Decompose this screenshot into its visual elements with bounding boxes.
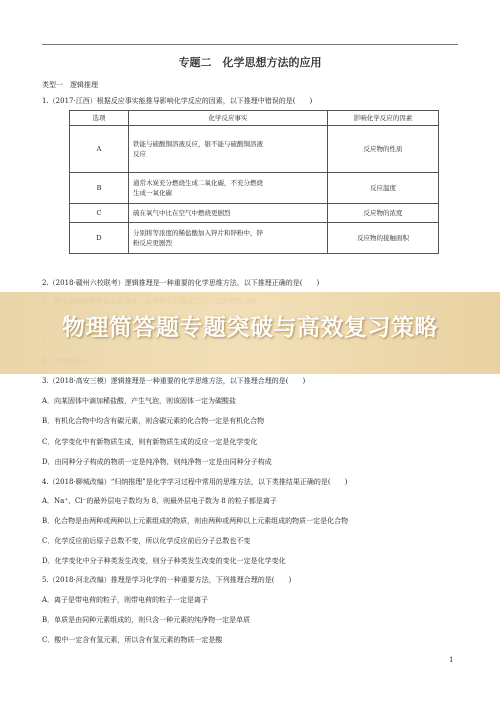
question-5-stem: 5.（2018·河北改编）推理是学习化学的一种重要方法，下列推理合理的是( ) — [42, 576, 292, 584]
question-4-stem: 4.（2018·聊城改编）“归纳推理”是化学学习过程中常用的思维方法，以下类推结果正确的是( ) — [42, 478, 348, 486]
fact-line: 通常木炭充分燃烧生成二氧化碳，不充分燃烧 — [133, 179, 263, 187]
question-5-option-c: C．酸中一定含有氢元素，所以含有氢元素的物质一定是酸 — [42, 636, 223, 644]
banner-title: 物理简答题专题突破与高效复习策略 — [62, 315, 438, 341]
question-4-option-c: C．化学反应前后原子总数不变，所以化学反应前后分子总数也不变 — [42, 537, 251, 545]
question-4-option-d: D．化学变化中分子种类发生改变，则分子种类发生改变的变化一定是化学变化 — [42, 557, 286, 565]
table-row — [70, 223, 439, 254]
section-heading: 类型一 逻辑推理 — [42, 81, 98, 89]
table-cell-option: B — [70, 173, 129, 204]
table-header-cell: 化学反应事实 — [129, 111, 328, 126]
question-3-option-c: C．化学变化中有新物质生成，则有新物质生成的反应一定是化学变化 — [42, 438, 258, 446]
fact-line: 生成一氧化碳 — [133, 189, 172, 197]
question-3-option-b: B．有机化合物中均含有碳元素，则含碳元素的化合物一定是有机化合物 — [42, 417, 265, 425]
table-header-row — [70, 111, 439, 126]
table-row — [70, 126, 439, 173]
question-3-stem: 3.（2018·高安三模）逻辑推理是一种重要的化学思维方法，以下推理合理的是( ) — [42, 377, 306, 385]
table-cell-fact: 硫在氧气中比在空气中燃烧更剧烈 — [129, 204, 328, 223]
question-4-option-a: A．Na⁺、Cl⁻的最外层电子数均为 8，则最外层电子数为 8 的粒子都是离子 — [42, 497, 277, 505]
fact-line: 分别将等浓度的稀盐酸加入锌片和锌粉中，锌 — [133, 229, 263, 237]
page-number: 1 — [449, 656, 454, 664]
header-rule — [42, 44, 458, 45]
table-cell-option: A — [70, 126, 129, 173]
table-cell-factor: 反应物的浓度 — [328, 204, 439, 223]
table-cell-option: D — [70, 223, 129, 254]
question-5-option-b: B．单质是由同种元素组成的，则只含一种元素的纯净物一定是单质 — [42, 616, 251, 624]
question-1-table — [69, 110, 439, 254]
table-cell-fact — [129, 223, 328, 254]
question-2-stem: 2.（2018·赣州六校联考）逻辑推理是一种重要的化学思维方法，以下推理正确的是( ) — [42, 279, 320, 287]
table-header-cell: 影响化学反应的因素 — [328, 111, 439, 126]
table-cell-factor: 反应温度 — [328, 173, 439, 204]
table-cell-factor: 反应物的性质 — [328, 126, 439, 173]
table-row — [70, 173, 439, 204]
question-5-option-a: A．离子是带电荷的粒子，则带电荷的粒子一定是离子 — [42, 596, 209, 604]
fact-line: 铁能与硫酸铜溶液反应，银不能与硫酸铜溶液 — [133, 140, 263, 148]
fact-line: 反应 — [133, 150, 146, 158]
question-1-stem: 1.（2017·江西）根据反应事实能推导影响化学反应的因素，以下推理中错误的是( ) — [42, 97, 313, 105]
question-4-option-b: B．化合物是由两种或两种以上元素组成的物质，则由两种或两种以上元素组成的物质一定是化合物 — [42, 517, 349, 525]
table-header-cell: 选项 — [70, 111, 129, 126]
question-3-option-d: D．由同种分子构成的物质一定是纯净物，则纯净物一定是由同种分子构成 — [42, 458, 272, 466]
table-cell-fact — [129, 126, 328, 173]
table-cell-factor: 反应物的接触面积 — [328, 223, 439, 254]
page-title: 专题二 化学思想方法的应用 — [178, 56, 322, 69]
table-cell-fact — [129, 173, 328, 204]
question-3-option-a: A．向某固体中滴加稀盐酸，产生气泡，则该固体一定为碳酸盐 — [42, 397, 237, 405]
table-cell-option: C — [70, 204, 129, 223]
fact-line: 粉反应更剧烈 — [133, 239, 172, 247]
table-row — [70, 204, 439, 223]
